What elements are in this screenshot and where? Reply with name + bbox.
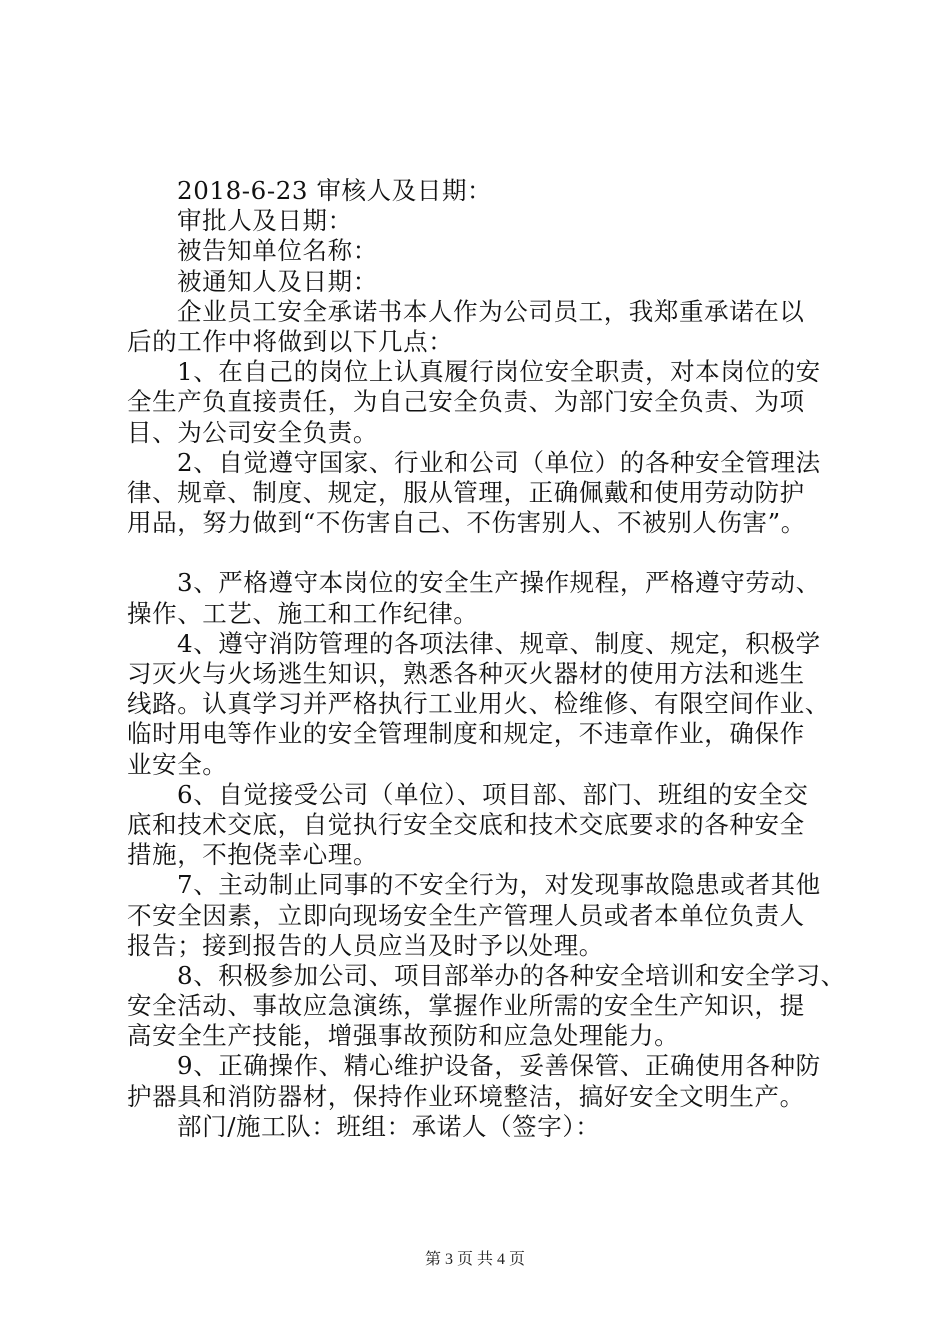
text-line: 临时用电等作业的安全管理制度和规定，不违章作业，确保作: [127, 719, 805, 749]
text-line: 线路。认真学习并严格执行工业用火、检维修、有限空间作业、: [127, 689, 830, 719]
text-line: 1、在自己的岗位上认真履行岗位安全职责，对本岗位的安: [177, 357, 821, 387]
text-line: 业安全。: [127, 749, 228, 779]
text-line: 8、积极参加公司、项目部举办的各种安全培训和安全学习、: [177, 960, 846, 990]
text-line: 不安全因素，立即向现场安全生产管理人员或者本单位负责人: [127, 900, 805, 930]
text-line: 律、规章、制度、规定，服从管理，正确佩戴和使用劳动防护: [127, 477, 805, 507]
text-line: 4、遵守消防管理的各项法律、规章、制度、规定，积极学: [177, 628, 821, 658]
text-line: 安全活动、事故应急演练，掌握作业所需的安全生产知识，提: [127, 991, 805, 1021]
page-number-footer: 第 3 页 共 4 页: [424, 1251, 525, 1268]
text-line: 2018-6-23 审核人及日期：: [177, 176, 493, 205]
signature-line: 部门/施工队：班组：承诺人（签字）：: [177, 1111, 601, 1141]
text-line: 习灭火与火场逃生知识，熟悉各种灭火器材的使用方法和逃生: [127, 659, 805, 688]
text-line: 报告；接到报告的人员应当及时予以处理。: [127, 930, 604, 960]
text-line: 目、为公司安全负责。: [127, 417, 378, 447]
text-line: 6、自觉接受公司（单位）、项目部、部门、班组的安全交: [177, 779, 809, 809]
text-line: 后的工作中将做到以下几点：: [127, 326, 454, 356]
text-line: 全生产负直接责任，为自己安全负责、为部门安全负责、为项: [127, 387, 805, 417]
text-line: 被告知单位名称：: [177, 236, 378, 266]
text-line: 高安全生产技能，增强事故预防和应急处理能力。: [127, 1021, 680, 1051]
text-line: 2、自觉遵守国家、行业和公司（单位）的各种安全管理法: [177, 447, 821, 477]
text-line: 操作、工艺、施工和工作纪律。: [127, 598, 479, 628]
text-line: 3、严格遵守本岗位的安全生产操作规程，严格遵守劳动、: [177, 568, 821, 598]
text-line: 企业员工安全承诺书本人作为公司员工，我郑重承诺在以: [177, 296, 805, 326]
text-line: 用品，努力做到“不伤害自己、不伤害别人、不被别人伤害”。: [127, 508, 806, 538]
text-line: 7、主动制止同事的不安全行为，对发现事故隐患或者其他: [177, 870, 821, 900]
blank-line: [127, 538, 845, 568]
text-line: 底和技术交底，自觉执行安全交底和技术交底要求的各种安全: [127, 809, 805, 839]
text-line: 措施，不抱侥幸心理。: [127, 840, 378, 870]
text-line: 护器具和消防器材，保持作业环境整洁，搞好安全文明生产。: [127, 1081, 805, 1111]
text-line: 9、正确操作、精心维护设备，妥善保管、正确使用各种防: [177, 1051, 821, 1081]
text-line: 审批人及日期：: [177, 206, 353, 236]
document-body: [127, 176, 845, 1142]
text-line: 被通知人及日期：: [177, 266, 378, 296]
